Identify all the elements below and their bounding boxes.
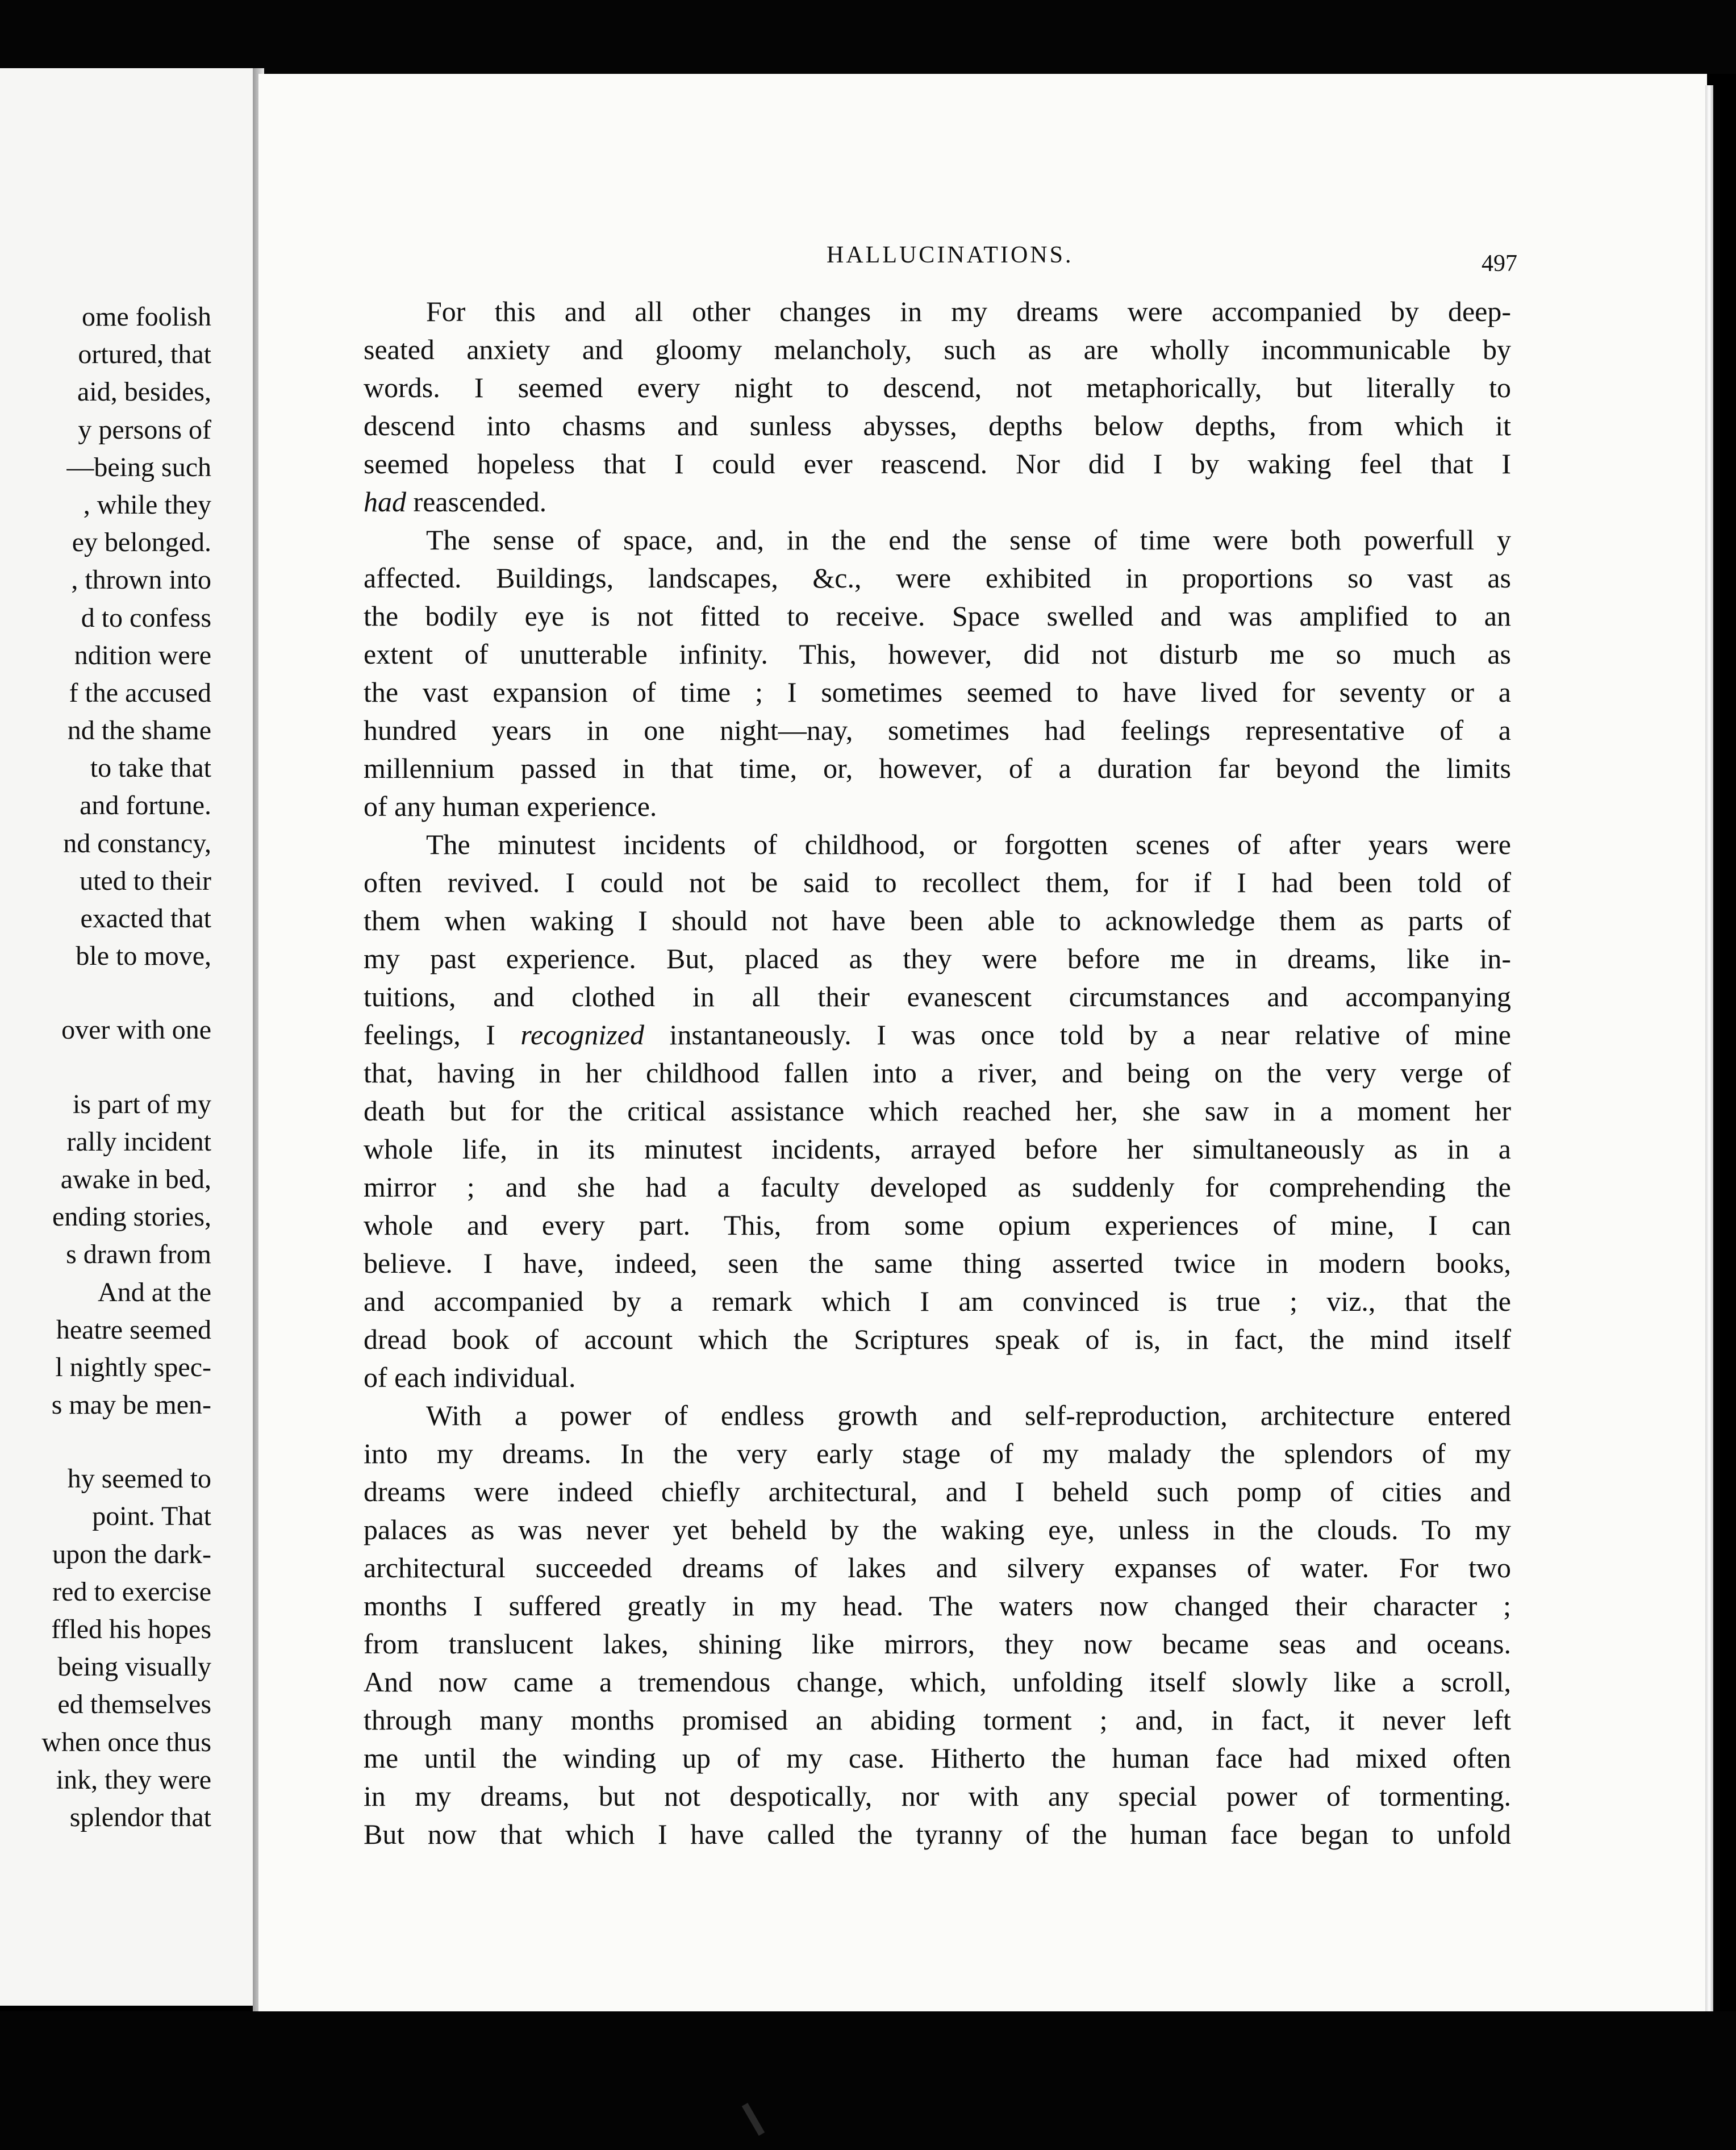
left-line: being visually: [57, 1652, 211, 1682]
text-line: death but for the critical assistance which reached her, she saw in a moment her: [364, 1095, 1511, 1127]
text-line: descend into chasms and sunless abysses, depths below depths, from which it: [364, 410, 1511, 441]
left-line: splendor that: [69, 1802, 211, 1832]
text-line: tuitions, and clothed in all their evanescent circumstances and accompanying: [364, 981, 1511, 1013]
left-line: ble to move,: [76, 941, 211, 972]
left-line: when once thus: [41, 1727, 211, 1757]
left-line: over with one: [61, 1015, 211, 1045]
text-line: whole life, in its minutest incidents, arrayed before her simultaneously as in a: [364, 1133, 1511, 1165]
text-line: extent of unutterable infinity. This, however, did not disturb me so much as: [364, 638, 1511, 670]
left-line: ending stories,: [52, 1202, 211, 1232]
scan-background-top: [0, 0, 1736, 74]
text-line: But now that which I have called the tyranny of the human face began to unfold: [364, 1818, 1511, 1850]
text-line: [364, 1016, 1511, 1054]
text-line: of any human experience.: [364, 790, 657, 822]
text-line: believe. I have, indeed, seen the same thing asserted twice in modern books,: [364, 1247, 1511, 1279]
left-line: awake in bed,: [60, 1164, 211, 1194]
text-line: that, having in her childhood fallen into a river, and being on the very verge of: [364, 1057, 1511, 1089]
left-line: y persons of: [78, 414, 211, 445]
left-line: ink, they were: [56, 1764, 211, 1795]
left-line-gap: [0, 1049, 211, 1086]
left-line: And at the: [98, 1277, 211, 1307]
left-line: ortured, that: [78, 339, 211, 370]
left-line: aid, besides,: [77, 377, 211, 407]
text-line: seemed hopeless that I could ever reascend. Nor did I by waking feel that I: [364, 448, 1511, 480]
text-line: from translucent lakes, shining like mirrors, they now became seas and oceans.: [364, 1628, 1511, 1660]
text-line: hundred years in one night—nay, sometimes had feelings representative of a: [364, 714, 1511, 746]
left-line: d to confess: [81, 602, 211, 633]
italic-word: recognized: [520, 1019, 644, 1051]
text-line: palaces as was never yet beheld by the waking eye, unless in the clouds. To my: [364, 1514, 1511, 1545]
left-line-gap: [0, 1424, 211, 1460]
left-line: ndition were: [74, 640, 211, 670]
text-fragment: feelings, I: [364, 1019, 495, 1051]
left-line: is part of my: [73, 1089, 211, 1119]
left-line-gap: [0, 975, 211, 1011]
text-line: me until the winding up of my case. Hitherto the human face had mixed often: [364, 1742, 1511, 1774]
text-line: affected. Buildings, landscapes, &c., were exhibited in proportions so vast as: [364, 562, 1511, 594]
text-fragment: reascended.: [413, 486, 547, 518]
text-line: through many months promised an abiding torment ; and, in fact, it never left: [364, 1704, 1511, 1736]
text-line: dreams were indeed chiefly architectural, and I beheld such pomp of cities and: [364, 1476, 1511, 1507]
left-line: rally incident: [66, 1126, 211, 1157]
left-line: ome foolish: [82, 302, 211, 332]
text-line: and accompanied by a remark which I am convinced is true ; viz., that the: [364, 1285, 1511, 1317]
left-line: ed themselves: [57, 1689, 211, 1720]
text-line: them when waking I should not have been able to acknowledge them as parts of: [364, 905, 1511, 936]
left-line: ffled his hopes: [51, 1614, 211, 1644]
left-line: f the accused: [69, 677, 211, 708]
left-line: s drawn from: [66, 1239, 211, 1270]
scan-background-bottom: [0, 2011, 1736, 2150]
left-line: , while they: [83, 489, 211, 520]
text-line: millennium passed in that time, or, however, of a duration far beyond the limits: [364, 752, 1511, 784]
left-line: red to exercise: [52, 1576, 211, 1607]
running-head: HALLUCINATIONS.: [827, 242, 1074, 268]
text-line: the bodily eye is not fitted to receive. Space swelled and was amplified to an: [364, 600, 1511, 632]
text-line: into my dreams. In the very early stage of my malady the splendors of my: [364, 1438, 1511, 1469]
text-line: architectural succeeded dreams of lakes and silvery expanses of water. For two: [364, 1552, 1511, 1584]
left-line: heatre seemed: [56, 1314, 211, 1345]
text-fragment: instantaneously. I was once told by a near relative of mine: [669, 1019, 1512, 1051]
left-line: point. That: [92, 1501, 211, 1532]
left-line: , thrown into: [71, 565, 211, 595]
text-line: mirror ; and she had a faculty developed as suddenly for comprehending the: [364, 1171, 1511, 1203]
left-line: l nightly spec-: [55, 1352, 211, 1382]
left-line: hy seemed to: [67, 1464, 211, 1494]
left-page: [0, 68, 256, 2006]
left-line: ey belonged.: [72, 527, 211, 558]
text-line: The sense of space, and, in the end the sense of time were both powerfull y: [426, 524, 1511, 556]
left-line: s may be men-: [51, 1390, 211, 1420]
text-line: [364, 483, 1511, 521]
page-edge: [1705, 85, 1713, 2017]
text-line: And now came a tremendous change, which, unfolding itself slowly like a scroll,: [364, 1666, 1511, 1698]
left-line: and fortune.: [80, 790, 211, 821]
text-line: With a power of endless growth and self-reproduction, architecture entered: [426, 1399, 1511, 1431]
text-line: For this and all other changes in my dreams were accompanied by deep-: [426, 295, 1511, 327]
text-line: dread book of account which the Scriptures speak of is, in fact, the mind itself: [364, 1323, 1511, 1355]
page-number: 497: [1482, 251, 1517, 277]
text-line: my past experience. But, placed as they were before me in dreams, like in-: [364, 943, 1511, 974]
text-line: of each individual.: [364, 1361, 576, 1393]
page-body: [364, 293, 1511, 1853]
left-page-text: [0, 298, 256, 1836]
text-line: seated anxiety and gloomy melancholy, such as are wholly incommunicable by: [364, 334, 1511, 365]
text-line: the vast expansion of time ; I sometimes seemed to have lived for seventy or a: [364, 676, 1511, 708]
text-line: whole and every part. This, from some opium experiences of mine, I can: [364, 1209, 1511, 1241]
text-line: in my dreams, but not despotically, nor with any special power of tormenting.: [364, 1780, 1511, 1812]
text-line: words. I seemed every night to descend, not metaphorically, but literally to: [364, 372, 1511, 403]
left-line: uted to their: [80, 865, 211, 896]
left-line: exacted that: [80, 903, 211, 934]
text-line: often revived. I could not be said to recollect them, for if I had been told of: [364, 866, 1511, 898]
left-line: —being such: [66, 452, 211, 482]
text-line: months I suffered greatly in my head. The waters now changed their character ;: [364, 1590, 1511, 1622]
left-line: upon the dark-: [52, 1539, 211, 1569]
italic-word: had: [364, 486, 406, 518]
left-line: to take that: [90, 753, 211, 784]
text-line: The minutest incidents of childhood, or forgotten scenes of after years were: [426, 828, 1511, 860]
left-line: nd the shame: [67, 715, 211, 746]
left-line: nd constancy,: [63, 828, 211, 859]
